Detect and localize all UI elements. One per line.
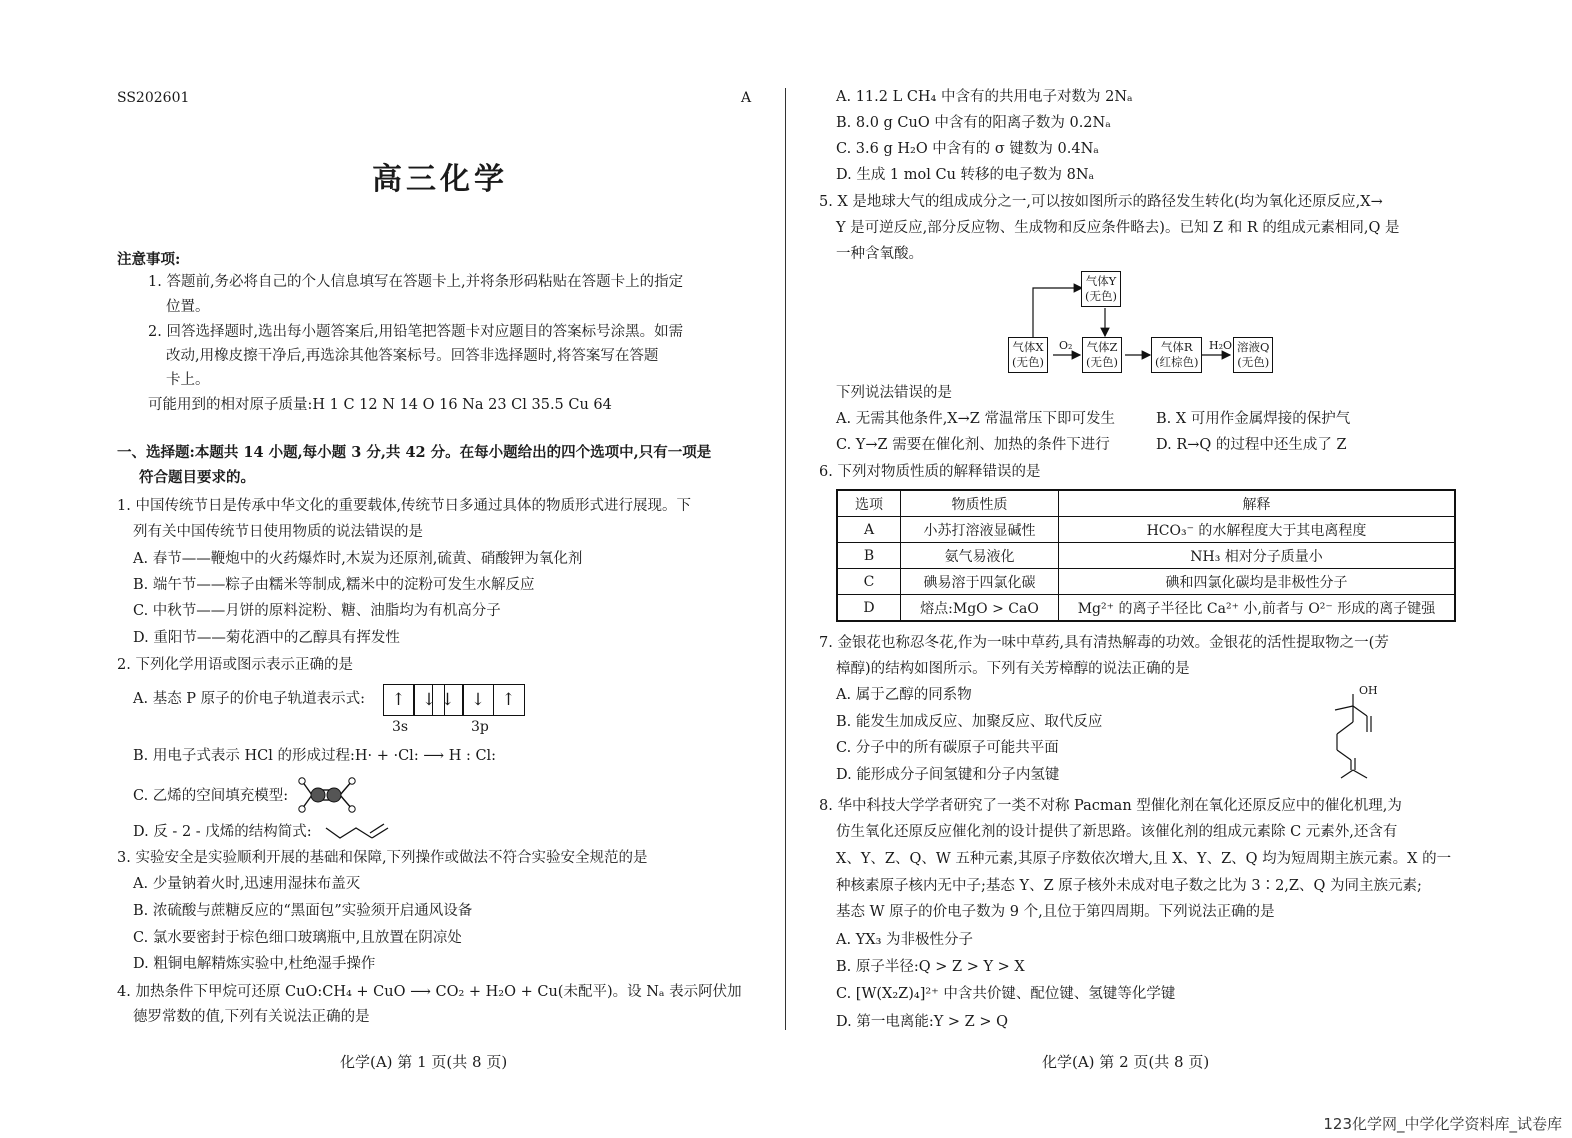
page-footer: 化学(A) 第 1 页(共 8 页) [340, 1053, 508, 1071]
notice-heading: 注意事项: [117, 251, 181, 268]
q7-option-c: C. 分子中的所有碳原子可能共平面 [836, 740, 1059, 756]
ethylene-model-icon [298, 775, 362, 815]
notice-line: 1. 答题前,务必将自己的个人信息填写在答题卡上,并将条形码粘贴在答题卡上的指定 [148, 274, 684, 290]
table-header-row [837, 490, 1455, 517]
section-title-cont: 符合题目要求的。 [139, 469, 255, 486]
table-row [837, 543, 1455, 569]
q5-option-a: A. 无需其他条件,X→Z 常温常压下即可发生 [836, 411, 1115, 427]
q8-option-b: B. 原子半径:Q > Z > Y > X [836, 959, 1025, 975]
page-footer: 化学(A) 第 2 页(共 8 页) [1042, 1053, 1210, 1071]
gas-y-box [1081, 271, 1121, 307]
q2-option-a: A. 基态 P 原子的价电子轨道表示式: [133, 691, 366, 707]
q5-stem: 5. X 是地球大气的组成成分之一,可以按如图所示的路径发生转化(均为氧化还原反应,X→ [819, 194, 1383, 210]
linalool-structure-icon [1321, 690, 1381, 780]
gas-z-color: (无色) [1086, 355, 1118, 369]
gas-x-color: (无色) [1012, 355, 1044, 369]
orbital-box: ↓ [432, 684, 464, 716]
table-header: 解释 [1059, 490, 1456, 517]
q4-option-d: D. 生成 1 mol Cu 转移的电子数为 8Nₐ [836, 167, 1095, 183]
orbital-box: ↑ [383, 684, 415, 716]
table-cell: HCO₃⁻ 的水解程度大于其电离程度 [1059, 517, 1456, 543]
gas-z-box [1082, 337, 1122, 373]
q4-option-b: B. 8.0 g CuO 中含有的阳离子数为 0.2Nₐ [836, 115, 1111, 131]
q4-option-a: A. 11.2 L CH₄ 中含有的共用电子对数为 2Nₐ [836, 89, 1133, 105]
q1-option-a: A. 春节——鞭炮中的火药爆炸时,木炭为还原剂,硫黄、硝酸钾为氧化剂 [133, 551, 583, 567]
pentene-structure-icon [324, 818, 390, 842]
table-cell: B [837, 543, 901, 569]
solution-q-box [1233, 337, 1273, 373]
solution-q-color: (无色) [1237, 355, 1270, 369]
q2-option-c: C. 乙烯的空间填充模型: [133, 788, 289, 804]
q3-stem: 3. 实验安全是实验顺利开展的基础和保障,下列操作或做法不符合实验安全规范的是 [117, 850, 648, 866]
q7-stem-cont: 樟醇)的结构如图所示。下列有关芳樟醇的说法正确的是 [836, 661, 1190, 677]
q2-option-b: B. 用电子式表示 HCl 的形成过程:H· + ·Cl: ⟶ H : Cl: [133, 748, 497, 764]
table-cell: A [837, 517, 901, 543]
q4-option-c: C. 3.6 g H₂O 中含有的 σ 键数为 0.4Nₐ [836, 141, 1099, 157]
property-table [836, 489, 1456, 622]
exam-variant: A [741, 90, 752, 106]
q7-option-d: D. 能形成分子间氢键和分子内氢键 [836, 767, 1060, 783]
page-2 [786, 0, 1572, 1138]
orbital-label-3p: 3p [471, 719, 489, 735]
gas-r-name: 气体R [1160, 340, 1193, 354]
q1-option-b: B. 端午节——粽子由糯米等制成,糯米中的淀粉可发生水解反应 [133, 577, 535, 593]
orbital-box: ↓ [462, 684, 494, 716]
gas-r-color: (红棕色) [1155, 355, 1199, 369]
exam-code: SS202601 [117, 90, 190, 106]
table-header: 物质性质 [901, 490, 1059, 517]
linalool-oh-label: OH [1359, 684, 1378, 697]
table-cell: NH₃ 相对分子质量小 [1059, 543, 1456, 569]
gas-y-name: 气体Y [1085, 274, 1117, 288]
q8-option-a: A. YX₃ 为非极性分子 [836, 932, 974, 948]
table-cell: 碘和四氯化碳均是非极性分子 [1059, 569, 1456, 595]
arrow-label-o2: O₂ [1059, 339, 1073, 352]
watermark-text: 123化学网_中学化学资料库_试卷库 [1323, 1115, 1562, 1133]
q1-option-c: C. 中秋节——月饼的原料淀粉、糖、油脂均为有机高分子 [133, 603, 501, 619]
table-cell: 熔点:MgO > CaO [901, 595, 1059, 622]
gas-y-color: (无色) [1085, 289, 1117, 303]
orbital-label-3s: 3s [392, 719, 409, 735]
q3-option-c: C. 氯水要密封于棕色细口玻璃瓶中,且放置在阴凉处 [133, 930, 462, 946]
q8-stem: 8. 华中科技大学学者研究了一类不对称 Pacman 型催化剂在氧化还原反应中的催化机理,为 [819, 798, 1402, 814]
page-title: 高三化学 [372, 162, 508, 197]
orbital-box: ↑ [493, 684, 525, 716]
q4-stem: 4. 加热条件下甲烷可还原 CuO:CH₄ + CuO ⟶ CO₂ + H₂O + Cu(未配平)。设 Nₐ 表示阿伏加 [117, 984, 742, 1000]
table-cell: 小苏打溶液显碱性 [901, 517, 1059, 543]
q1-option-d: D. 重阳节——菊花酒中的乙醇具有挥发性 [133, 630, 400, 646]
notice-line: 改动,用橡皮擦干净后,再选涂其他答案标号。回答非选择题时,将答案写在答题 [166, 348, 659, 364]
q7-option-b: B. 能发生加成反应、加聚反应、取代反应 [836, 714, 1103, 730]
q3-option-b: B. 浓硫酸与蔗糖反应的“黑面包”实验须开启通风设备 [133, 903, 473, 919]
table-header: 选项 [837, 490, 901, 517]
q8-stem-cont: X、Y、Z、Q、W 五种元素,其原子序数依次增大,且 X、Y、Z、Q 均为短周期主族元素。X 的一 [836, 851, 1452, 867]
notice-line: 卡上。 [166, 372, 210, 388]
q3-option-a: A. 少量钠着火时,迅速用湿抹布盖灭 [133, 876, 361, 892]
table-row [837, 517, 1455, 543]
q1-stem: 1. 中国传统节日是传承中华文化的重要载体,传统节日多通过具体的物质形式进行展现。下 [117, 498, 692, 514]
notice-line: 位置。 [166, 299, 210, 315]
q5-stem-cont: 一种含氧酸。 [836, 246, 923, 262]
q8-stem-cont: 种核素原子核内无中子;基态 Y、Z 原子核外未成对电子数之比为 3∶2,Z、Q 为同主族元素; [836, 878, 1422, 894]
gas-r-box [1151, 337, 1202, 373]
gas-x-name: 气体X [1012, 340, 1044, 354]
q1-stem-cont: 列有关中国传统节日使用物质的说法错误的是 [133, 524, 423, 540]
table-cell: D [837, 595, 901, 622]
q5-option-b: B. X 可用作金属焊接的保护气 [1156, 411, 1351, 427]
q7-stem: 7. 金银花也称忍冬花,作为一味中草药,具有清热解毒的功效。金银花的活性提取物之一(芳 [819, 635, 1389, 651]
q5-option-c: C. Y→Z 需要在催化剂、加热的条件下进行 [836, 437, 1110, 453]
table-cell: 碘易溶于四氯化碳 [901, 569, 1059, 595]
section-title: 一、选择题:本题共 14 小题,每小题 3 分,共 42 分。在每小题给出的四个选项中,只有一项是 [117, 444, 712, 461]
table-cell: C [837, 569, 901, 595]
q7-option-a: A. 属于乙醇的同系物 [836, 687, 972, 703]
orbital-3p [433, 684, 525, 716]
q6-stem: 6. 下列对物质性质的解释错误的是 [819, 464, 1041, 480]
arrow-label-h2o: H₂O [1209, 339, 1233, 352]
q5-option-d: D. R→Q 的过程中还生成了 Z [1156, 437, 1347, 453]
table-cell: Mg²⁺ 的离子半径比 Ca²⁺ 小,前者与 O²⁻ 形成的离子键强 [1059, 595, 1456, 622]
atomic-masses: 可能用到的相对原子质量:H 1 C 12 N 14 O 16 Na 23 Cl 35.5 Cu 64 [148, 397, 612, 413]
gas-z-name: 气体Z [1086, 340, 1118, 354]
gas-x-box [1008, 337, 1048, 373]
q8-stem-cont: 基态 W 原子的价电子数为 9 个,且位于第四周期。下列说法正确的是 [836, 904, 1275, 920]
q4-stem-cont: 德罗常数的值,下列有关说法正确的是 [133, 1009, 370, 1025]
q5-ask: 下列说法错误的是 [836, 385, 952, 401]
table-row [837, 595, 1455, 622]
q8-option-d: D. 第一电离能:Y > Z > Q [836, 1014, 1008, 1030]
orbital-box: ↓ [413, 684, 445, 716]
notice-line: 2. 回答选择题时,选出每小题答案后,用铅笔把答题卡对应题目的答案标号涂黑。如需 [148, 324, 684, 340]
q3-option-d: D. 粗铜电解精炼实验中,杜绝湿手操作 [133, 956, 376, 972]
q8-option-c: C. [W(X₂Z)₄]²⁺ 中含共价键、配位键、氢键等化学键 [836, 986, 1176, 1002]
q8-stem-cont: 仿生氧化还原反应催化剂的设计提供了新思路。该催化剂的组成元素除 C 元素外,还含有 [836, 824, 1398, 840]
q5-stem-cont: Y 是可逆反应,部分反应物、生成物和反应条件略去)。已知 Z 和 R 的组成元素相同,Q 是 [836, 220, 1400, 236]
table-cell: 氨气易液化 [901, 543, 1059, 569]
solution-q-name: 溶液Q [1237, 340, 1270, 354]
q2-option-d: D. 反 - 2 - 戊烯的结构简式: [133, 824, 312, 840]
q2-stem: 2. 下列化学用语或图示表示正确的是 [117, 657, 353, 673]
table-row [837, 569, 1455, 595]
